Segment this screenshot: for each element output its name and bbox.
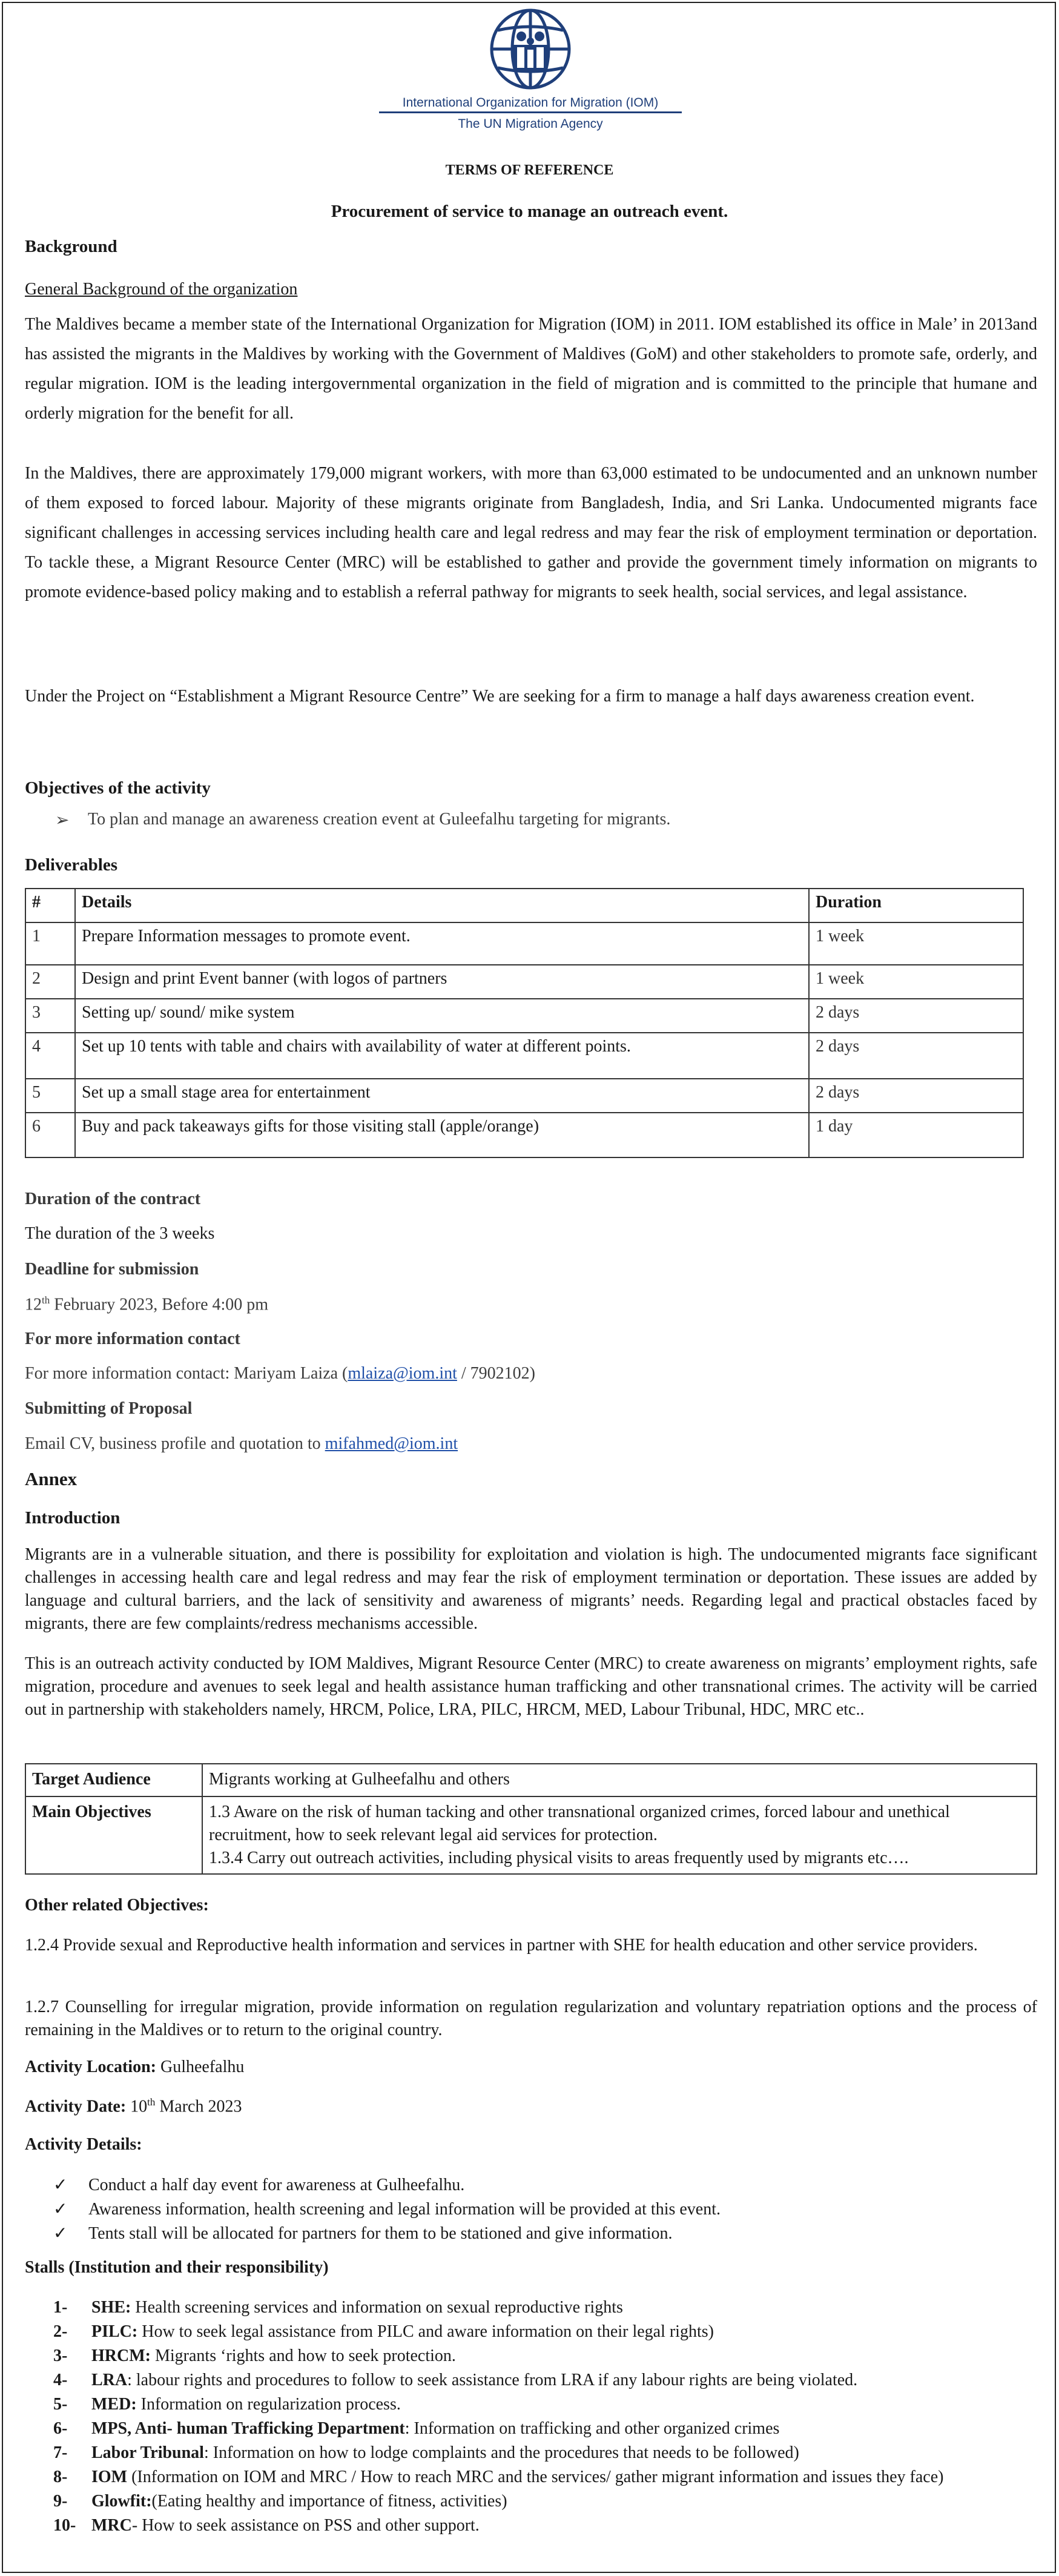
doc-type: TERMS OF REFERENCE: [445, 162, 614, 178]
introduction-heading: Introduction: [25, 1508, 120, 1528]
row-number: 5: [25, 1079, 75, 1113]
objectives-table: [25, 1763, 1037, 1875]
row-details: Prepare Information messages to promote event.: [75, 922, 809, 965]
duration-heading: Duration of the contract: [25, 1190, 201, 1208]
row-details: Setting up/ sound/ mike system: [75, 999, 809, 1033]
iom-logo-icon: [477, 5, 584, 93]
deliverables-header-row: [25, 889, 1023, 922]
list-item: ✓ Conduct a half day event for awareness at Gulheefalhu.: [53, 2173, 1022, 2197]
other-objectives-heading: Other related Objectives:: [25, 1896, 209, 1915]
activity-date: Activity Date: 10th March 2023: [25, 2096, 242, 2116]
column-header-number: #: [25, 889, 75, 922]
row-duration: 2 days: [809, 1033, 1023, 1079]
list-item: ✓ Awareness information, health screening and legal information will be provided at this event.: [53, 2197, 1022, 2222]
background-paragraph-2: In the Maldives, there are approximately 179,000 migrant workers, with more than 63,000 estimated to be undocumented and an unknown number of them exposed to forced labour. Majority of these migrants originate from Bangladesh, India, and Sri Lanka. Undocumented migrants face significant challenges in accessing services including health care and legal redress and may fear the risk of employment termination or deportation. To tackle these, a Migrant Resource Center (MRC) will be established to gather and provide the government timely information on migrants to promote evidence-based policy making and to establish a referral pathway for migrants to seek health, social services, and legal assistance.: [25, 464, 1037, 601]
list-item: 5- MED: Information on regularization process.: [53, 2395, 401, 2414]
row-number: 2: [25, 965, 75, 999]
annex-heading: Annex: [25, 1468, 78, 1489]
list-item: 8- IOM (Information on IOM and MRC / How to reach MRC and the services/ gather migrant information and issues they face): [53, 2468, 944, 2486]
main-objectives-cell: [202, 1796, 1037, 1874]
list-item: 10- MRC- How to seek assistance on PSS and other support.: [53, 2516, 480, 2535]
other-objective-1: 1.2.4 Provide sexual and Reproductive health information and services in partner with SHE for health education and other service providers.: [25, 1936, 978, 1955]
main-objective-2: 1.3.4 Carry out outreach activities, including physical visits to areas frequently used by migrants etc….: [209, 1849, 909, 1867]
row-details: Buy and pack takeaways gifts for those visiting stall (apple/orange): [75, 1113, 809, 1157]
checkmark-icon: ✓: [53, 2176, 68, 2194]
list-item: 6- MPS, Anti- human Trafficking Department: Information on trafficking and other organized crimes: [53, 2419, 780, 2438]
introduction-paragraph-2: This is an outreach activity conducted by IOM Maldives, Migrant Resource Center (MRC) to create awareness on migrants’ employment rights, safe migration, procedure and avenues to seek legal and health assistance human trafficking and other transnational crimes. The activity will be carried out in partnership with stakeholders namely, HRCM, Police, LRA, PILC, HRCM, MED, Labour Tribunal, HDC, MRC etc..: [25, 1654, 1037, 1719]
column-header-duration: Duration: [809, 889, 1023, 922]
objective-item: To plan and manage an awareness creation event at Guleefalhu targeting for migrants.: [88, 810, 671, 829]
table-row: [25, 1033, 1023, 1079]
org-name: International Organization for Migration (IOM): [402, 96, 659, 110]
submitting-heading: Submitting of Proposal: [25, 1399, 193, 1418]
duration-text: The duration of the 3 weeks: [25, 1224, 215, 1243]
background-heading: Background: [25, 237, 117, 256]
activity-location: Activity Location: Gulheefalhu: [25, 2058, 245, 2076]
contact-heading: For more information contact: [25, 1329, 240, 1348]
list-item: 3- HRCM: Migrants ‘rights and how to seek protection.: [53, 2346, 456, 2365]
activity-details-list: [53, 2173, 1022, 2246]
deadline-text: 12th February 2023, Before 4:00 pm: [25, 1294, 269, 1314]
row-duration: 1 week: [809, 922, 1023, 965]
deliverables-table: [25, 888, 1024, 1158]
table-row: [25, 965, 1023, 999]
table-row: [25, 999, 1023, 1033]
stalls-heading: Stalls (Institution and their responsibility): [25, 2258, 329, 2277]
row-number: 6: [25, 1113, 75, 1157]
row-number: 4: [25, 1033, 75, 1079]
table-row: [25, 922, 1023, 965]
row-duration: 2 days: [809, 1079, 1023, 1113]
row-details: Set up 10 tents with table and chairs with availability of water at different points.: [75, 1033, 809, 1079]
list-item: 7- Labor Tribunal: Information on how to lodge complaints and the procedures that needs to be followed): [53, 2443, 799, 2462]
general-background-subheading: General Background of the organization: [25, 280, 298, 299]
contact-text: For more information contact: Mariyam Laiza (mlaiza@iom.int / 7902102): [25, 1364, 536, 1383]
row-details: Set up a small stage area for entertainment: [75, 1079, 809, 1113]
activity-details-heading: Activity Details:: [25, 2135, 142, 2154]
main-objectives-row: [25, 1796, 1037, 1874]
stalls-list: [53, 2296, 1038, 2538]
checkmark-icon: ✓: [53, 2224, 68, 2243]
column-header-details: Details: [75, 889, 809, 922]
main-objectives-label: Main Objectives: [25, 1796, 202, 1874]
row-details: Design and print Event banner (with logos of partners: [75, 965, 809, 999]
background-paragraph-3: Under the Project on “Establishment a Migrant Resource Centre” We are seeking for a firm to manage a half days awareness creation event.: [25, 687, 975, 706]
introduction-paragraph-1: Migrants are in a vulnerable situation, and there is possibility for exploitation and violation is high. The undocumented migrants face significant challenges in accessing health care and legal redress and may fear the risk of employment termination or deportation. These issues are added by language and cultural barriers, and the lack of sensitivity and awareness of migrants’ needs. Regarding legal and practical obstacles faced by migrants, there are few complaints/redress mechanisms accessible.: [25, 1545, 1037, 1633]
logo-divider: [379, 111, 682, 113]
main-objective-1: 1.3 Aware on the risk of human tacking and other transnational organized crimes, forced labour and unethical recruitment, how to seek relevant legal aid services for protection.: [209, 1803, 950, 1844]
other-objective-2: 1.2.7 Counselling for irregular migration, provide information on regulation regularization and voluntary repatriation options and the process of remaining in the Maldives or to return to the original country.: [25, 1998, 1037, 2039]
target-audience-label: Target Audience: [25, 1764, 202, 1796]
table-row: [25, 1079, 1023, 1113]
list-item: ✓ Tents stall will be allocated for partners for them to be stationed and give information.: [53, 2222, 1022, 2246]
deadline-heading: Deadline for submission: [25, 1260, 199, 1279]
submit-email-link[interactable]: mifahmed@iom.int: [325, 1434, 458, 1453]
checkmark-icon: ✓: [53, 2200, 68, 2219]
doc-title: Procurement of service to manage an outreach event.: [331, 202, 728, 221]
row-number: 1: [25, 922, 75, 965]
list-item: 2- PILC: How to seek legal assistance from PILC and aware information on their legal rights): [53, 2322, 714, 2341]
list-item: 9- Glowfit:(Eating healthy and importance of fitness, activities): [53, 2492, 507, 2511]
list-item: 4- LRA: labour rights and procedures to follow to seek assistance from LRA if any labour rights are being violated.: [53, 2371, 858, 2389]
deliverables-heading: Deliverables: [25, 855, 118, 875]
row-number: 3: [25, 999, 75, 1033]
submitting-text: Email CV, business profile and quotation to mifahmed@iom.int: [25, 1434, 458, 1453]
table-row: [25, 1113, 1023, 1157]
row-duration: 2 days: [809, 999, 1023, 1033]
contact-email-link[interactable]: mlaiza@iom.int: [348, 1364, 457, 1383]
org-tagline: The UN Migration Agency: [458, 117, 603, 131]
target-audience-row: [25, 1764, 1037, 1796]
bullet-arrow-icon: ➢: [55, 811, 70, 830]
target-audience-value: Migrants working at Gulheefalhu and others: [202, 1764, 1037, 1796]
objectives-heading: Objectives of the activity: [25, 778, 211, 798]
background-paragraph-1: The Maldives became a member state of the International Organization for Migration (IOM) in 2011. IOM established its office in Male’ in 2013and has assisted the migrants in the Maldives by working with the Government of Maldives (GoM) and other stakeholders to promote safe, orderly, and regular migration. IOM is the leading intergovernmental organization in the field of migration and is committed to the principle that humane and orderly migration for the benefit for all.: [25, 315, 1037, 423]
row-duration: 1 week: [809, 965, 1023, 999]
row-duration: 1 day: [809, 1113, 1023, 1157]
list-item: 1- SHE: Health screening services and information on sexual reproductive rights: [53, 2298, 623, 2317]
